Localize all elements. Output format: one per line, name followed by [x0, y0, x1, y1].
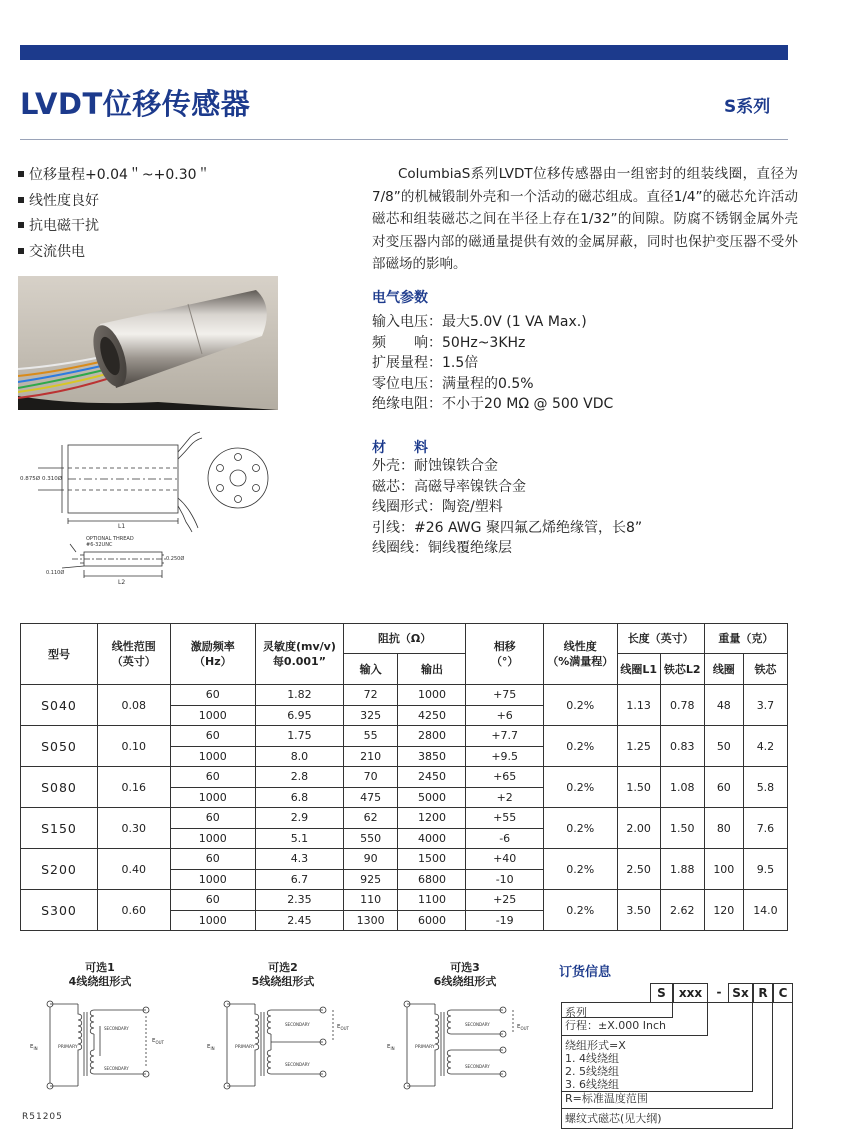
- table-row: S050 0.10 60 1.75 55 2800 +7.7 0.2% 1.25 0.83 50 4.2: [21, 726, 788, 747]
- product-description: ColumbiaS系列LVDT位移传感器由一组密封的组装线圈，直径为7/8”的机械锻制外壳和一个活动的磁芯组成。直径1/4”的磁芯允许活动磁芯和组装磁芯之间在半径上存在1/32”的间隙。防腐不锈钢金属外壳对变压器内部的磁通量提供有效的金属屏蔽，同时也保护变压器不受外部磁场的影响。: [372, 166, 798, 272]
- electrical-heading: 电气参数: [372, 290, 428, 306]
- material-item: 外壳：耐蚀镍铁合金: [372, 458, 498, 474]
- feature-item: 交流供电: [18, 240, 211, 266]
- table-row: S040 0.08 60 1.82 72 1000 +75 0.2% 1.13 0.78 48 3.7: [21, 685, 788, 706]
- order-stroke-text: 行程：±X.000 Inch: [565, 1019, 666, 1032]
- svg-text:SECONDARY: SECONDARY: [104, 1066, 129, 1071]
- order-series-text: 系列: [565, 1006, 587, 1019]
- material-item: 引线：#26 AWG 聚四氟乙烯绝缘管，长8”: [372, 519, 643, 536]
- option-2-title: 可选2 5线绕组形式: [251, 961, 315, 988]
- header-divider: [20, 139, 788, 140]
- col-freq: 激励频率 （Hz）: [170, 624, 256, 685]
- col-range: 线性范围 （英寸）: [97, 624, 170, 685]
- svg-text:EIN: $E_{IN}$: [30, 1044, 38, 1051]
- col-sensitivity: 灵敏度(mv/v) 每0.001”: [256, 624, 344, 685]
- col-length-l1: 线圈L1: [617, 654, 660, 685]
- col-length-l2: 铁芯L2: [660, 654, 704, 685]
- table-row: 1000 6.95 325 4250 +6: [21, 705, 788, 726]
- svg-text:EOUT: $E_{OUT}$: [337, 1024, 350, 1031]
- circuit-5-wire: [205, 996, 355, 1096]
- spec-table: [20, 623, 788, 931]
- svg-text:EOUT: $E_{OUT}$: [517, 1024, 530, 1031]
- circuit-6-wire: [385, 996, 535, 1096]
- col-impedance-in: 输入: [343, 654, 398, 685]
- materials-list: [372, 456, 642, 559]
- option-1-title: 可选1 4线绕组形式: [68, 961, 132, 988]
- order-code-xxx: xxx: [673, 983, 708, 1003]
- table-row: S300 0.60 60 2.35 110 1100 +25 0.2% 3.50 2.62 120 14.0: [21, 890, 788, 911]
- page-title: LVDT位移传感器: [20, 87, 251, 121]
- table-row: 1000 6.7 925 6800 -10: [21, 869, 788, 890]
- svg-text:SECONDARY: SECONDARY: [104, 1026, 129, 1031]
- feature-item: 抗电磁干扰: [18, 214, 211, 240]
- feature-item: 位移量程+0.04＂~+0.30＂: [18, 163, 211, 189]
- dim-bore-diameter: 0.310Ø: [42, 476, 63, 482]
- feature-list: [18, 163, 211, 265]
- material-item: 磁芯：高磁导率镍铁合金: [372, 478, 526, 495]
- order-code-s: S: [650, 983, 673, 1003]
- order-box-series: [561, 1002, 673, 1018]
- feature-item: 线性度良好: [18, 189, 211, 215]
- table-row: 1000 8.0 210 3850 +9.5: [21, 746, 788, 767]
- material-item: 线圈线：铜线覆绝缘层: [372, 540, 512, 556]
- table-row: 1000 5.1 550 4000 -6: [21, 828, 788, 849]
- document-code: R51205: [22, 1112, 63, 1122]
- col-weight: 重量（克）: [704, 624, 787, 654]
- thread-note: OPTIONAL THREAD: [86, 536, 134, 542]
- svg-text:SECONDARY: SECONDARY: [285, 1062, 310, 1067]
- materials-heading: 材 料: [372, 440, 428, 456]
- material-item: 线圈形式：陶瓷/塑料: [372, 499, 503, 515]
- header-bar: [20, 45, 788, 60]
- table-row: S200 0.40 60 4.3 90 1500 +40 0.2% 2.50 1.88 100 9.5: [21, 849, 788, 870]
- order-temp-text: R=标准温度范围: [565, 1092, 648, 1105]
- order-code-sx: Sx: [728, 983, 753, 1003]
- dim-l2: L2: [118, 579, 126, 586]
- electrical-item: 频 响：50Hz~3KHz: [372, 334, 526, 351]
- svg-text:PRIMARY: PRIMARY: [415, 1045, 435, 1050]
- svg-text:EIN: $E_{IN}$: [207, 1044, 215, 1051]
- order-winding-list: 绕组形式=X 1. 4线绕组 2. 5线绕组 3. 6线绕组: [565, 1039, 626, 1091]
- svg-text:SECONDARY: SECONDARY: [285, 1022, 310, 1027]
- ordering-heading: 订货信息: [559, 965, 612, 980]
- order-core-text: 螺纹式磁芯(见大纲): [565, 1112, 662, 1125]
- col-impedance-out: 输出: [398, 654, 466, 685]
- dim-l1: L1: [118, 523, 126, 530]
- col-phase: 相移 （°）: [466, 624, 543, 685]
- svg-text:SECONDARY: SECONDARY: [465, 1064, 490, 1069]
- electrical-list: [372, 312, 613, 415]
- col-linearity: 线性度 （%满量程）: [543, 624, 617, 685]
- col-length: 长度（英寸）: [617, 624, 704, 654]
- thread-spec: #6-32UNC: [86, 542, 113, 548]
- svg-text:PRIMARY: PRIMARY: [235, 1045, 255, 1050]
- dim-outer-diameter: 0.875Ø: [20, 476, 41, 482]
- table-row: S150 0.30 60 2.9 62 1200 +55 0.2% 2.00 1.50 80 7.6: [21, 808, 788, 829]
- dim-core-diameter: 0.250Ø: [166, 556, 185, 562]
- table-row: S080 0.16 60 2.8 70 2450 +65 0.2% 1.50 1.08 60 5.8: [21, 767, 788, 788]
- col-weight-coil: 线圈: [704, 654, 743, 685]
- series-label: S系列: [724, 97, 771, 117]
- electrical-item: 绝缘电阻：不小于20 MΩ @ 500 VDC: [372, 396, 614, 412]
- order-code-dash: -: [713, 983, 725, 1003]
- col-impedance: 阻抗（Ω）: [343, 624, 466, 654]
- svg-text:EOUT: $E_{OUT}$: [152, 1038, 165, 1045]
- electrical-item: 零位电压：满量程的0.5%: [372, 375, 534, 392]
- col-weight-core: 铁芯: [743, 654, 787, 685]
- dim-rod-diameter: 0.110Ø: [46, 570, 65, 576]
- col-model: 型号: [21, 624, 98, 685]
- circuit-4-wire: [28, 996, 178, 1096]
- svg-text:EIN: $E_{IN}$: [387, 1044, 395, 1051]
- order-code-r: R: [753, 983, 773, 1003]
- table-row: 1000 2.45 1300 6000 -19: [21, 910, 788, 931]
- electrical-item: 扩展量程：1.5倍: [372, 355, 479, 371]
- dimension-drawing: [18, 428, 288, 588]
- electrical-item: 输入电压：最大5.0V (1 VA Max.): [372, 314, 587, 330]
- table-row: 1000 6.8 475 5000 +2: [21, 787, 788, 808]
- svg-text:SECONDARY: SECONDARY: [465, 1022, 490, 1027]
- product-photo: [18, 276, 278, 410]
- svg-text:PRIMARY: PRIMARY: [58, 1045, 78, 1050]
- option-3-title: 可选3 6线绕组形式: [433, 961, 497, 988]
- order-code-c: C: [773, 983, 793, 1003]
